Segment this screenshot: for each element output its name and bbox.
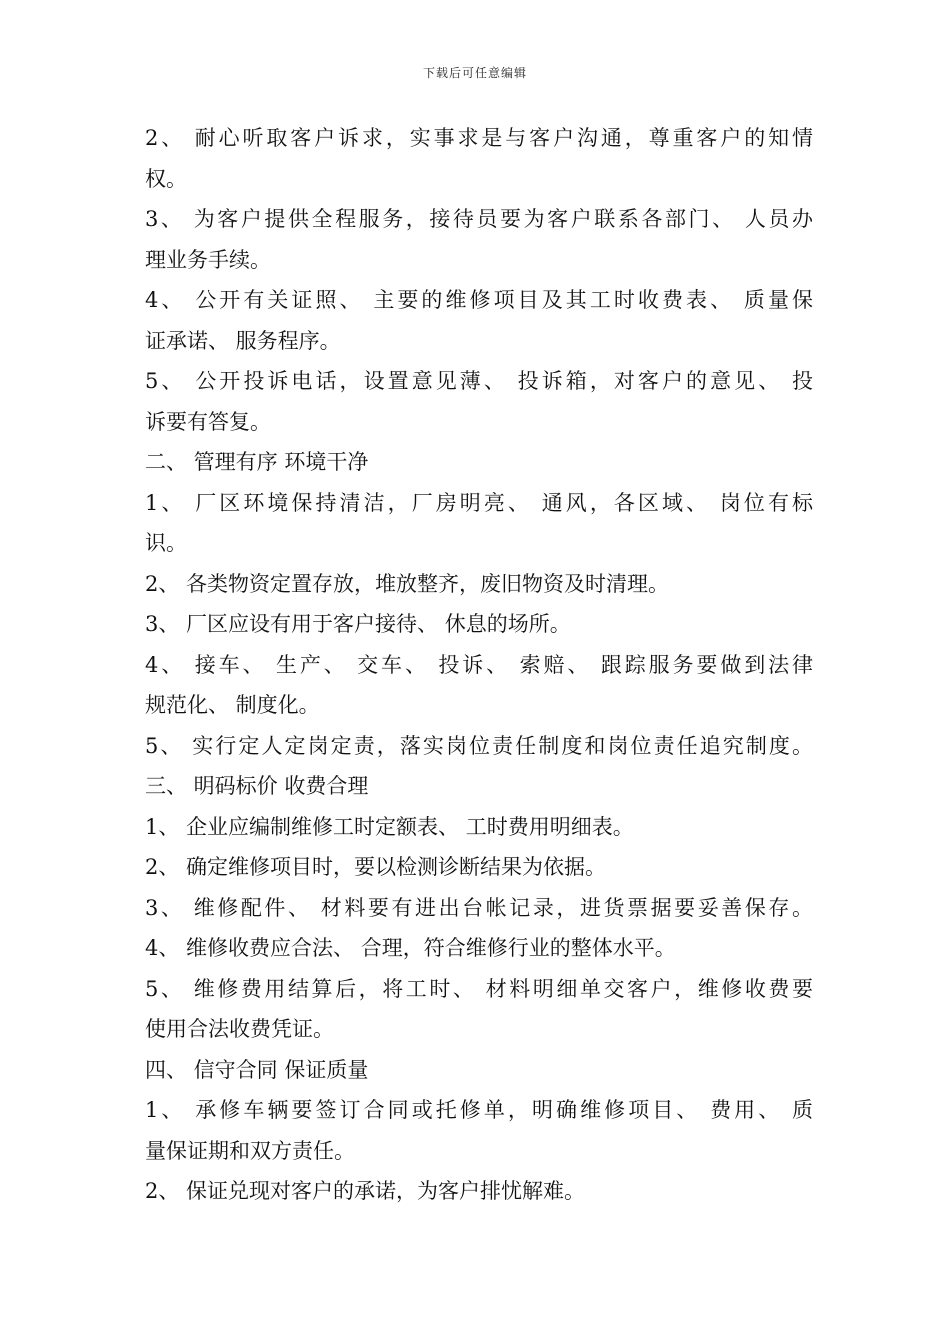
paragraph-line: 3、 厂区应设有用于客户接待、 休息的场所。 [145,612,571,636]
paragraph-line: 4、 维修收费应合法、 合理，符合维修行业的整体水平。 [145,936,676,960]
paragraph-line: 理业务手续。 [145,247,271,272]
section-heading: 三、 明码标价 收费合理 [145,774,369,798]
paragraph-line: 权。 [145,166,187,191]
paragraph-line: 3、 维修配件、 材料要有进出台帐记录，进货票据要妥善保存。 [145,895,813,920]
paragraph-line: 2、 确定维修项目时，要以检测诊断结果为依据。 [145,855,607,879]
paragraph-line: 4、 公开有关证照、 主要的维修项目及其工时收费表、 质量保 [145,288,813,312]
paragraph-line: 1、 厂区环境保持清洁，厂房明亮、 通风，各区域、 岗位有标 [145,490,813,515]
paragraph-line: 使用合法收费凭证。 [145,1017,334,1041]
paragraph-line: 3、 为客户提供全程服务，接待员要为客户联系各部门、 人员办 [145,207,813,231]
paragraph-line: 4、 接车、 生产、 交车、 投诉、 索赔、 跟踪服务要做到法律 [145,652,813,677]
paragraph-line: 5、 实行定人定岗定责，落实岗位责任制度和岗位责任追究制度。 [145,733,813,758]
paragraph-line: 2、 各类物资定置存放，堆放整齐，废旧物资及时清理。 [145,571,670,596]
paragraph-line: 5、 公开投诉电话，设置意见薄、 投诉箱，对客户的意见、 投 [145,369,813,393]
paragraph-line: 规范化、 制度化。 [145,693,320,717]
paragraph-line: 识。 [145,531,187,555]
document-body [145,118,813,1212]
page-header: 下载后可任意编辑 [422,66,527,80]
paragraph-line: 诉要有答复。 [145,409,271,434]
paragraph-line: 5、 维修费用结算后，将工时、 材料明细单交客户，维修收费要 [145,976,813,1001]
paragraph-line: 1、 承修车辆要签订合同或托修单，明确维修项目、 费用、 质 [145,1098,813,1122]
paragraph-line: 1、 企业应编制维修工时定额表、 工时费用明细表。 [145,814,634,839]
section-heading: 二、 管理有序 环境干净 [145,450,369,474]
paragraph-line: 2、 耐心听取客户诉求，实事求是与客户沟通，尊重客户的知情 [145,126,813,150]
section-heading: 四、 信守合同 保证质量 [145,1057,369,1082]
paragraph-line: 量保证期和双方责任。 [145,1138,355,1163]
paragraph-line: 2、 保证兑现对客户的承诺，为客户排忧解难。 [145,1179,586,1203]
paragraph-line: 证承诺、 服务程序。 [145,328,341,353]
